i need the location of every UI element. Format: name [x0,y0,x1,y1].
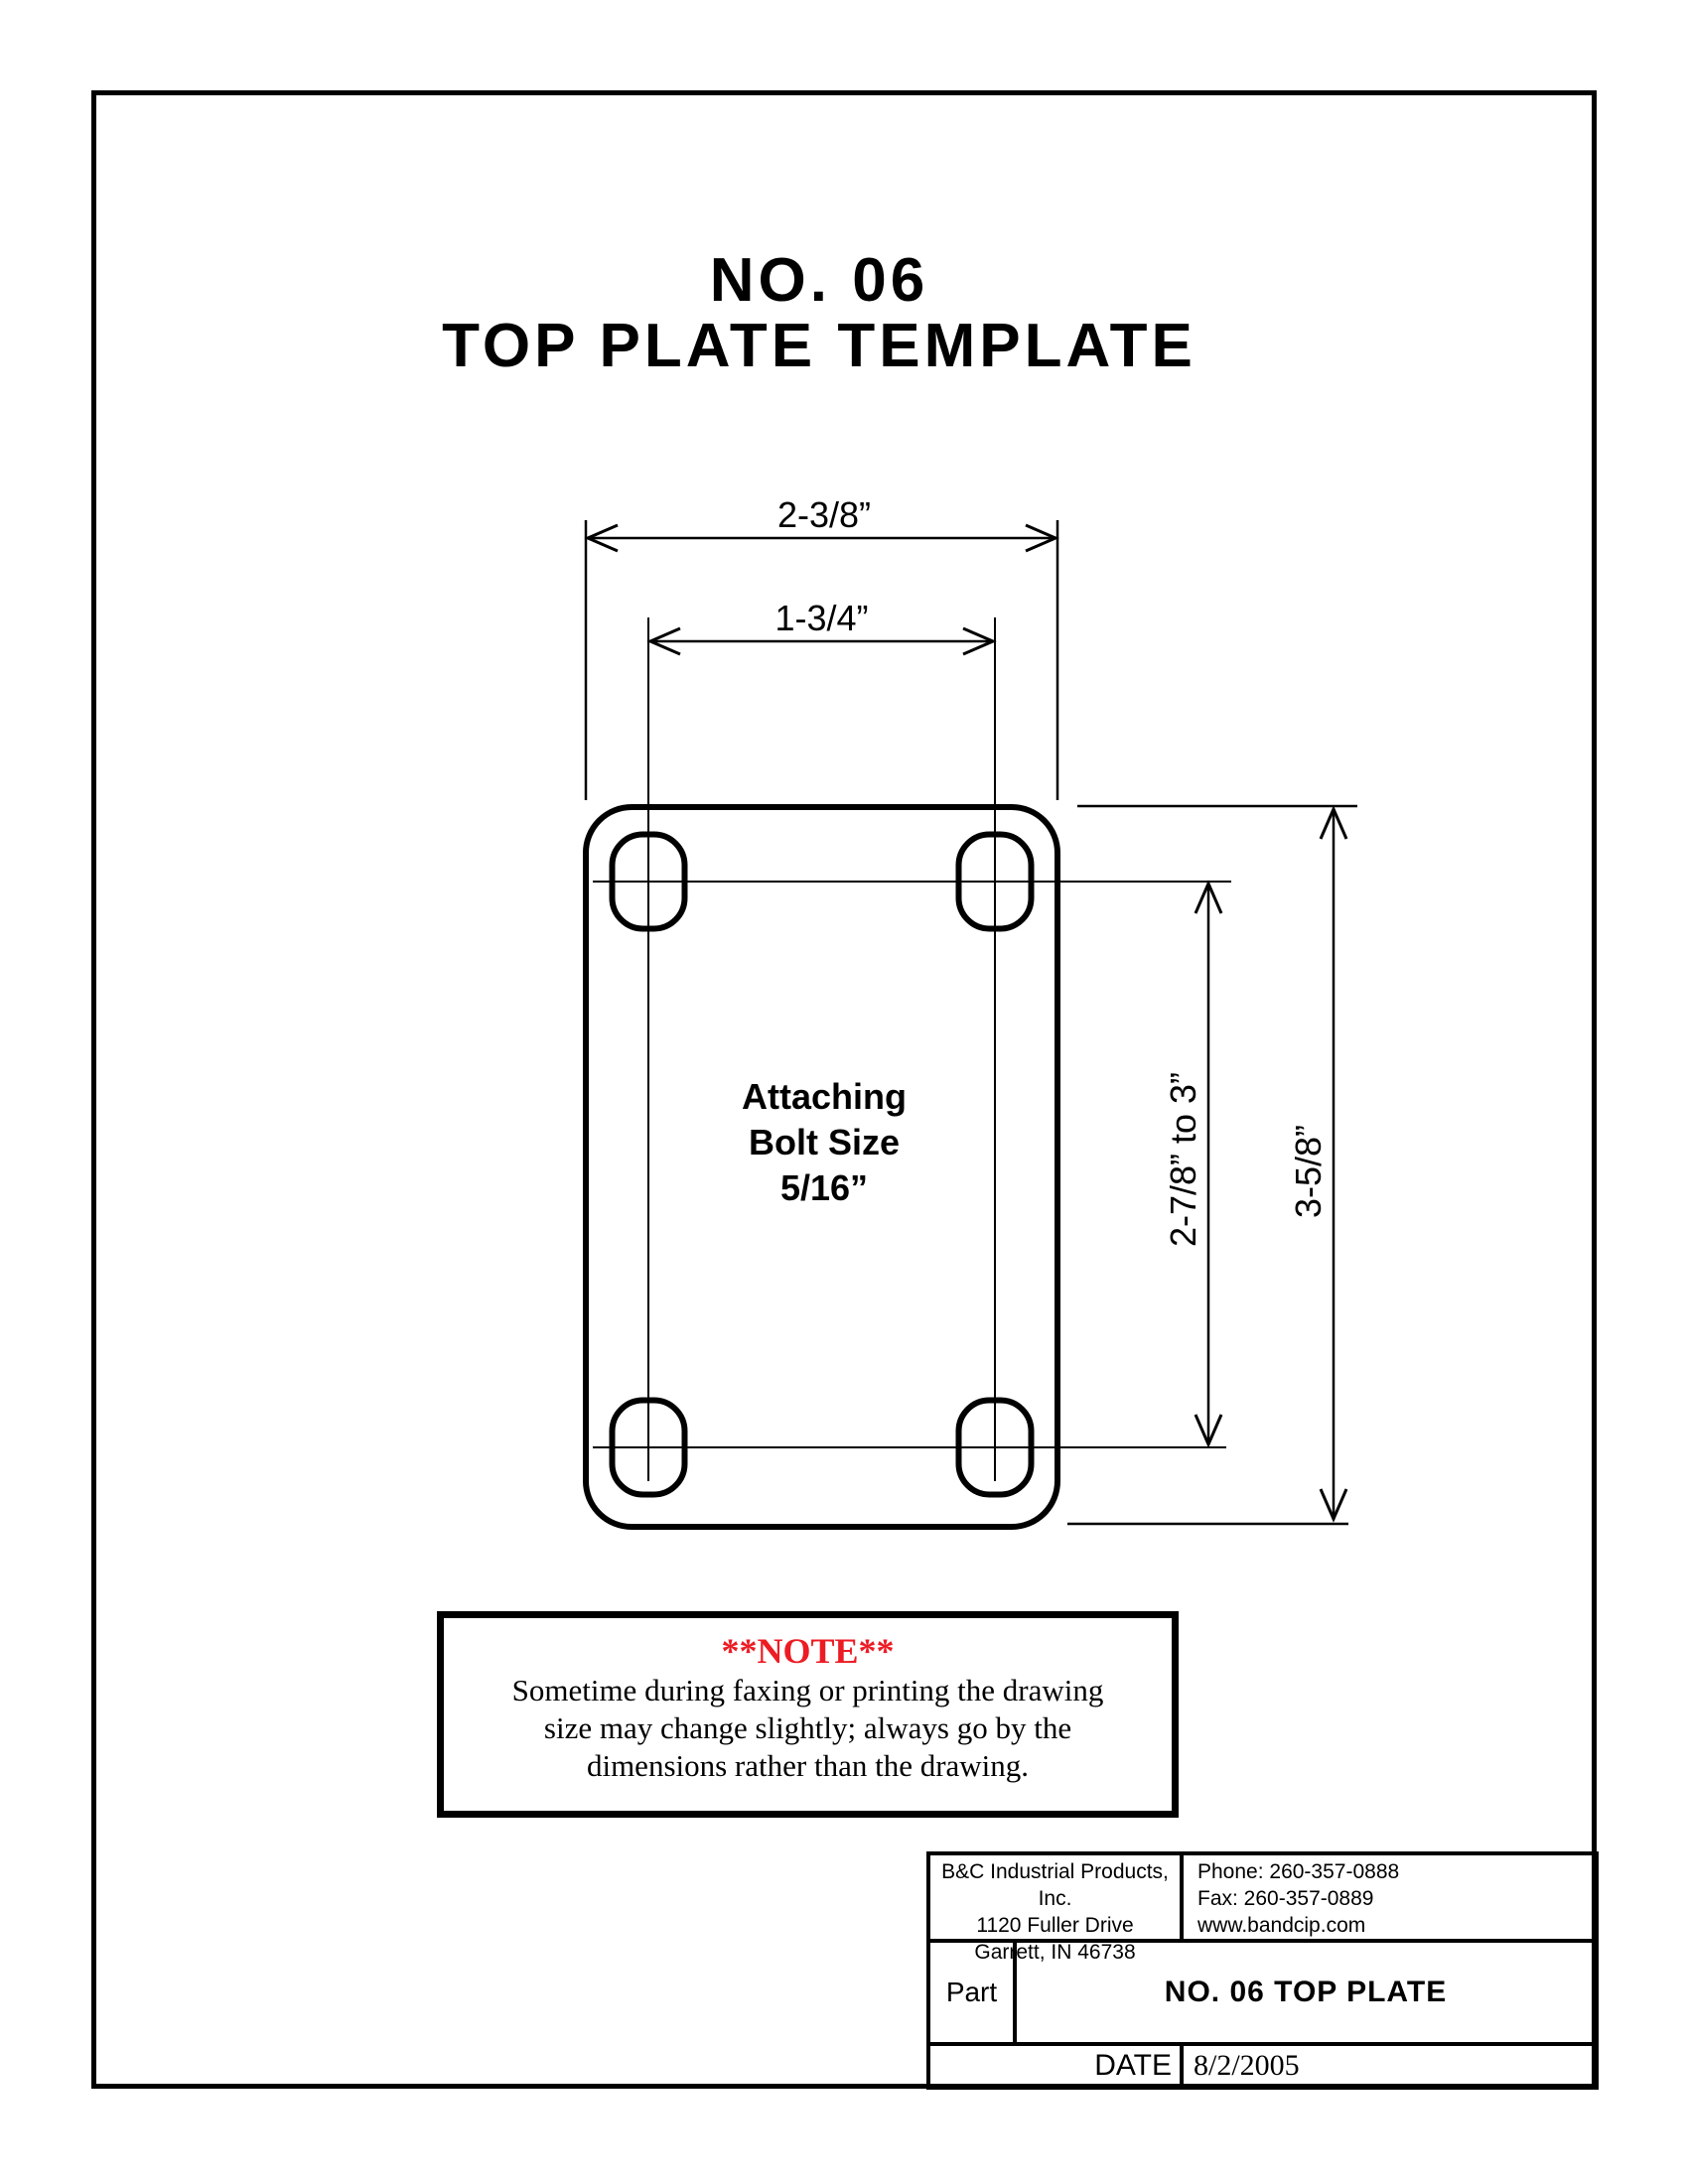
part-value-cell: NO. 06 TOP PLATE [1164,1976,1448,2008]
fax-number: Fax: 260-357-0889 [1197,1887,1374,1910]
company-name: B&C Industrial Products, Inc. [941,1860,1169,1910]
page-title-line1: NO. 06 [709,246,929,315]
note-box [437,1611,1179,1818]
date-label-cell: DATE [930,2046,1184,2086]
plate-annotation-line1: Attaching [742,1076,907,1117]
plate-annotation-line3: 5/16” [779,1167,869,1208]
plate-annotation [635,1074,1013,1211]
dim-label-height-outer: 3-5/8” [1288,1124,1329,1219]
website: www.bandcip.com [1197,1914,1366,1937]
table-row [930,1855,1595,1964]
note-heading: **NOTE** [721,1631,895,1671]
dim-label-height-inner: 2-7/8” to 3” [1163,1071,1203,1248]
note-line: size may change slightly; always go by the [543,1710,1072,1745]
table-row [930,1939,1595,2042]
note-line: dimensions rather than the drawing. [586,1748,1030,1783]
table-row [930,2042,1595,2086]
dim-label-width-outer: 2-3/8” [776,494,872,535]
page-title-line2: TOP PLATE TEMPLATE [442,312,1196,380]
phone-number: Phone: 260-357-0888 [1197,1860,1400,1883]
note-line: Sometime during faxing or printing the drawing [511,1673,1104,1707]
company-address-line2: Garrett, IN 46738 [974,1941,1136,1964]
note-body [444,1672,1172,1785]
part-label-cell: Part [930,1943,1017,2042]
title-block-table [926,1851,1599,2090]
company-info-cell [930,1855,1184,1964]
dim-label-width-inner: 1-3/4” [774,598,869,638]
contact-info-cell [1184,1855,1595,1939]
company-address-line1: 1120 Fuller Drive [976,1914,1134,1937]
date-value-cell: 8/2/2005 [1194,2049,1300,2082]
plate-annotation-line2: Bolt Size [748,1122,900,1162]
